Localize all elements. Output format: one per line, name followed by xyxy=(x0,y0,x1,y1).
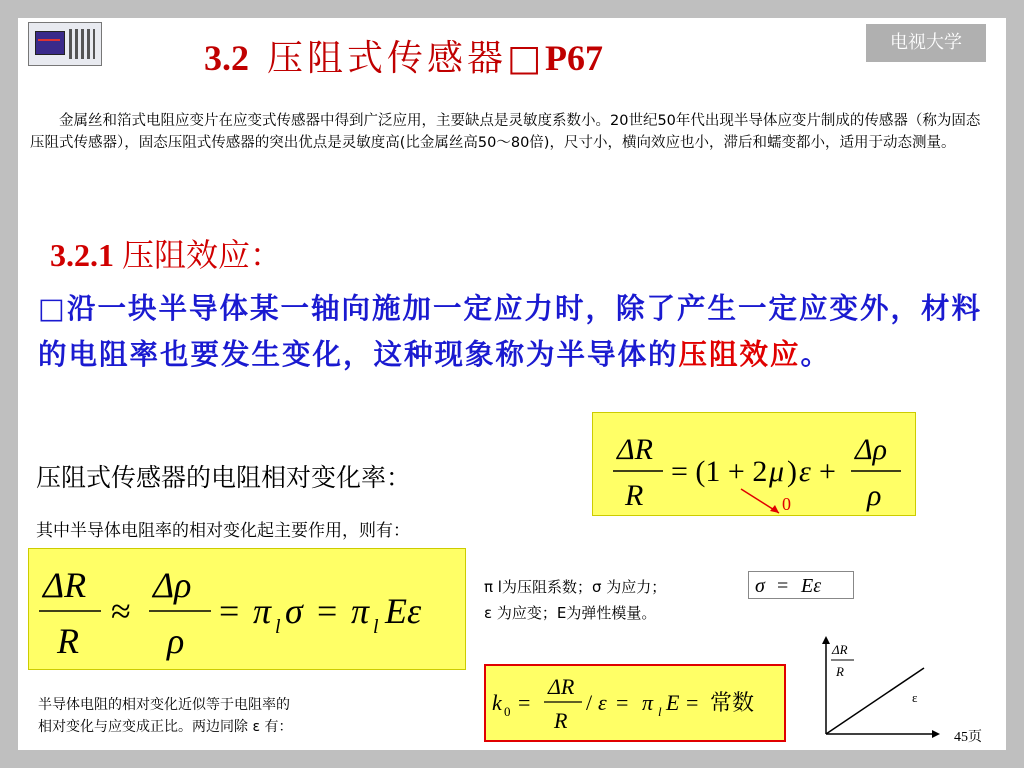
title-text: 压阻式传感器 xyxy=(267,38,508,79)
svg-text:σ: σ xyxy=(755,575,765,597)
gauge-factor-formula xyxy=(484,664,786,742)
svg-text:k: k xyxy=(492,690,502,715)
svg-text:ΔR: ΔR xyxy=(43,565,87,605)
section-heading xyxy=(50,230,282,276)
resistance-change-formula xyxy=(592,412,916,516)
title-bar xyxy=(18,18,1006,78)
svg-text:): ) xyxy=(787,455,797,488)
svg-text:Δρ: Δρ xyxy=(855,433,888,466)
svg-text:=: = xyxy=(317,591,338,631)
svg-text:ρ: ρ xyxy=(867,479,882,512)
stress-formula xyxy=(748,571,854,599)
svg-text:+: + xyxy=(819,455,836,488)
graph-y-label-den: R xyxy=(836,664,844,679)
svg-text:ε: ε xyxy=(799,455,811,488)
definition-highlight: 压阻效应 xyxy=(678,338,801,371)
strain-graph xyxy=(806,634,946,744)
svg-text:ΔR: ΔR xyxy=(548,674,575,699)
svg-text:=: = xyxy=(777,575,789,597)
oscilloscope-logo-icon xyxy=(28,22,102,66)
definition-text: 沿一块半导体某一轴向施加一定应力时，除了产生一定应变外，材料的电阻率也要发生变化，这种现象称为半导体的 xyxy=(38,292,982,371)
pi-description xyxy=(484,574,666,626)
svg-text:ε: ε xyxy=(598,690,607,715)
svg-text:σ: σ xyxy=(285,591,303,631)
section-title: 压阻效应： xyxy=(122,236,283,274)
title-number: 3.2 xyxy=(204,38,249,78)
note-line-1: 半导体电阻的相对变化近似等于电阻率的 xyxy=(38,697,290,713)
svg-text:Eε: Eε xyxy=(385,591,422,631)
piezoresistive-formula xyxy=(28,548,466,670)
svg-text:R: R xyxy=(554,708,568,733)
note-line-2: 相对变化与应变成正比。两边同除 ε 有： xyxy=(38,719,293,735)
svg-text:Eε: Eε xyxy=(801,575,822,597)
svg-text:π: π xyxy=(253,591,272,631)
page-number: 45页 xyxy=(954,730,982,745)
note-text xyxy=(38,694,292,738)
svg-text:μ: μ xyxy=(769,455,785,488)
definition-end: 。 xyxy=(800,338,832,371)
svg-text:E: E xyxy=(666,690,680,715)
svg-text:l: l xyxy=(275,616,281,638)
bullet-box-glyph: □ xyxy=(38,292,67,325)
formula-1-svg xyxy=(593,413,915,515)
university-badge: 电视大学 xyxy=(866,24,986,62)
constant-word: 常数 xyxy=(710,690,755,715)
svg-text:= (1 + 2: = (1 + 2 xyxy=(671,455,768,488)
svg-text:/: / xyxy=(586,690,593,715)
among-text: 其中半导体电阻率的相对变化起主要作用，则有： xyxy=(36,521,410,541)
graph-x-label: ε xyxy=(912,690,918,705)
svg-text:=: = xyxy=(686,690,699,715)
svg-text:l: l xyxy=(373,616,379,638)
svg-text:Δρ: Δρ xyxy=(153,565,192,605)
pi-description-line-1: π l为压阻系数；σ 为应力； xyxy=(484,578,667,596)
graph-y-label-num: ΔR xyxy=(832,642,848,657)
svg-text:=: = xyxy=(219,591,240,631)
svg-text:≈: ≈ xyxy=(111,591,131,631)
relative-change-label: 压阻式传感器的电阻相对变化率： xyxy=(36,463,412,492)
zero-annotation: 0 xyxy=(782,494,791,514)
title-box-glyph: □ xyxy=(507,38,546,79)
svg-text:R: R xyxy=(625,479,644,512)
title-page-ref: P67 xyxy=(545,38,604,78)
formula-3-svg xyxy=(486,666,784,740)
svg-text:=: = xyxy=(518,690,531,715)
pi-description-line-2: ε 为应变；E为弹性模量。 xyxy=(484,604,657,622)
svg-text:l: l xyxy=(658,704,662,719)
formula-2-svg xyxy=(29,549,465,669)
svg-text:=: = xyxy=(616,690,629,715)
svg-text:0: 0 xyxy=(504,704,511,719)
svg-text:R: R xyxy=(57,621,79,661)
svg-text:π: π xyxy=(642,690,654,715)
page-title xyxy=(204,30,603,81)
intro-paragraph: 金属丝和箔式电阻应变片在应变式传感器中得到广泛应用，主要缺点是灵敏度系数小。20世纪50年代出现半导体应变片制成的传感器（称为固态压阻式传感器），固态压阻式传感器的突出优点是灵敏度高(比金属丝高50～80倍)，尺寸小，横向效应也小，滞后和蠕变都小，适用于动态测量。 xyxy=(30,113,981,151)
svg-text:ΔR: ΔR xyxy=(617,433,653,466)
svg-text:π: π xyxy=(351,591,370,631)
stress-formula-svg xyxy=(749,572,853,598)
slide-content xyxy=(18,18,1006,750)
section-number: 3.2.1 xyxy=(50,237,114,273)
svg-text:ρ: ρ xyxy=(167,621,185,661)
definition-paragraph xyxy=(38,286,998,378)
